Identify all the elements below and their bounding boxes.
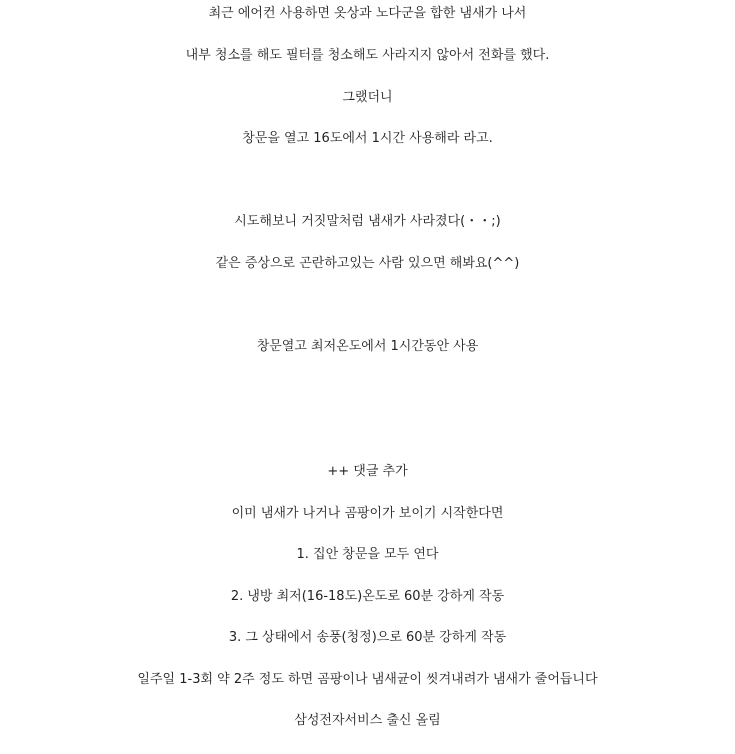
text-line: 최근 에어컨 사용하면 옷상과 노다군을 합한 냄새가 나서 <box>208 6 527 21</box>
text-line: 내부 청소를 해도 필터를 청소해도 사라지지 않아서 전화를 했다. <box>185 48 550 63</box>
text-line: 같은 증상으로 곤란하고있는 사람 있으면 해봐요(^^) <box>215 256 520 271</box>
text-line: 그랬더니 <box>342 90 393 105</box>
text-line: 창문열고 최저온도에서 1시간동안 사용 <box>256 339 479 354</box>
step-2: 2. 냉방 최저(16-18도)온도로 60분 강하게 작동 <box>230 589 505 604</box>
step-1: 1. 집안 창문을 모두 연다 <box>296 547 439 562</box>
signature-line: 삼성전자서비스 출신 올림 <box>294 713 441 728</box>
step-3: 3. 그 상태에서 송풍(청정)으로 60분 강하게 작동 <box>228 630 507 645</box>
comment-heading: ++ 댓글 추가 <box>327 464 408 479</box>
text-line: 창문을 열고 16도에서 1시간 사용해라 라고. <box>242 131 493 146</box>
text-line: 이미 냄새가 나거나 곰팡이가 보이기 시작한다면 <box>231 506 504 521</box>
text-line: 일주일 1-3회 약 2주 정도 하면 곰팡이나 냄새균이 씻겨내려가 냄새가 줄어듭니다 <box>137 672 598 687</box>
text-line: 시도해보니 거짓말처럼 냄새가 사라졌다(・・;) <box>234 214 501 229</box>
